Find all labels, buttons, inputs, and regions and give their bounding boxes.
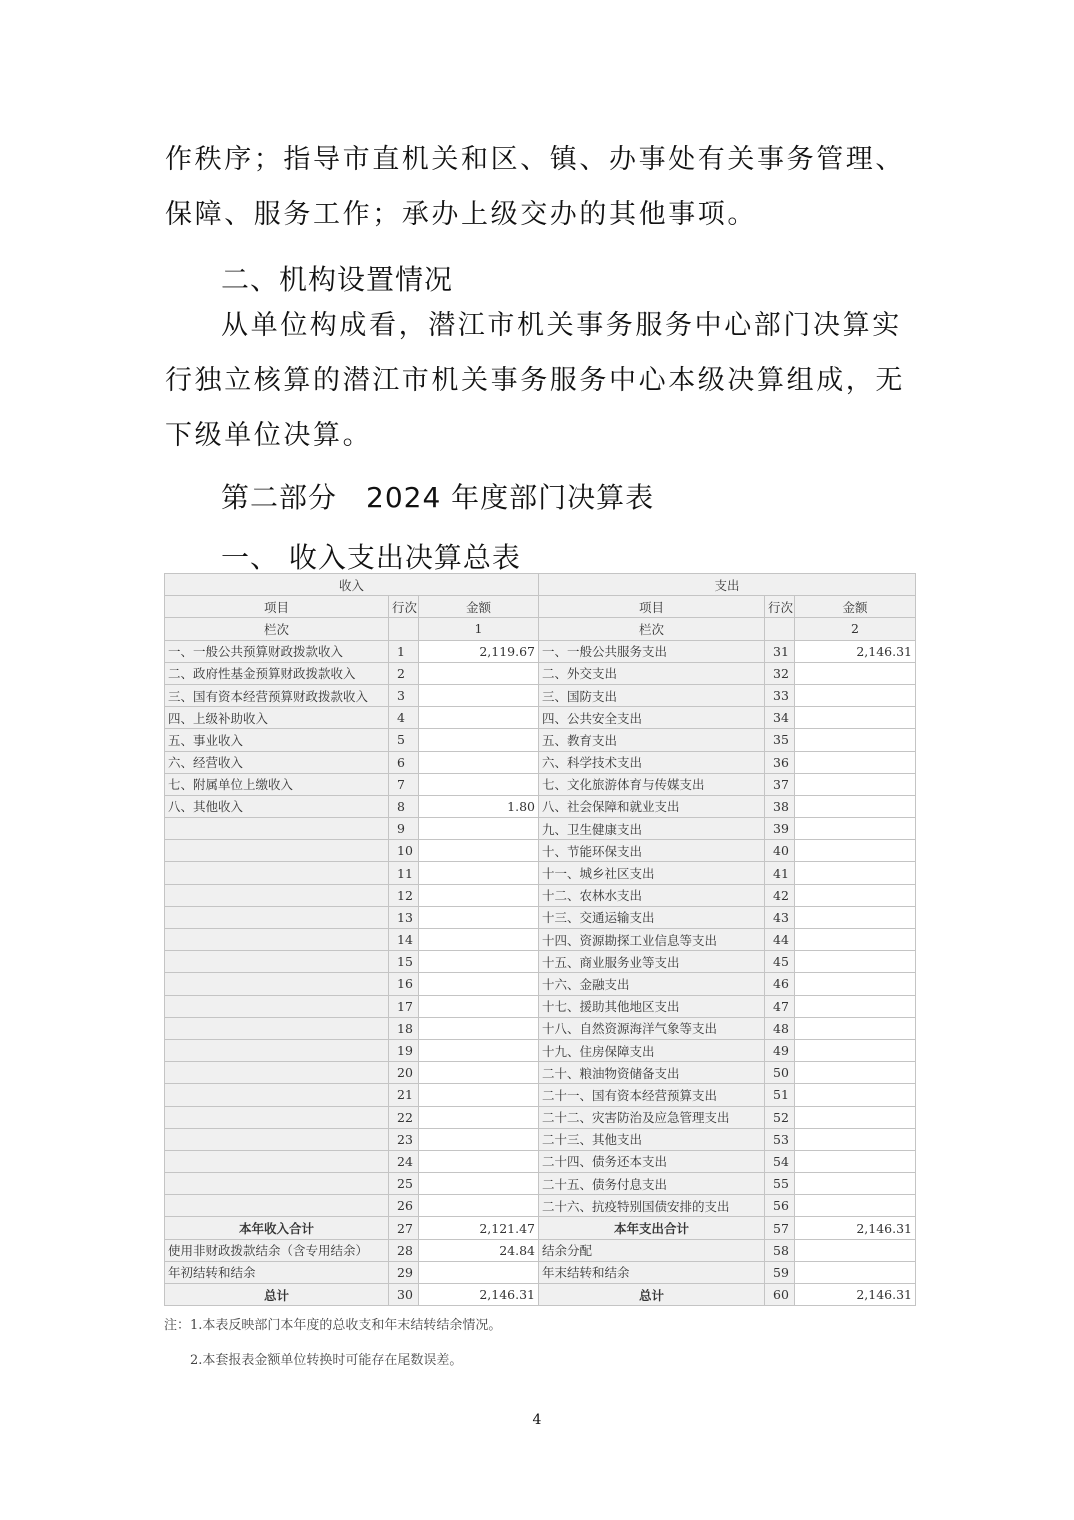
expense-amount-cell	[795, 751, 916, 773]
table-row	[165, 818, 916, 840]
expense-amount-cell	[795, 773, 916, 795]
income-item-cell: 三、国有资本经营预算财政拨款收入	[165, 684, 389, 706]
expense-item-cell: 二十一、国有资本经营预算支出	[539, 1084, 765, 1106]
body-paragraph-1: 作秩序；指导市直机关和区、镇、办事处有关事务管理、保障、服务工作；承办上级交办的其他事项。	[165, 144, 905, 230]
table-title: 一、 收入支出决算总表	[221, 541, 521, 574]
expense-line-cell: 50	[765, 1062, 795, 1084]
income-amount-cell	[419, 884, 539, 906]
col-row-label-expense: 栏次	[539, 618, 765, 640]
income-amount-cell	[419, 729, 539, 751]
income-amount-cell	[419, 1017, 539, 1039]
part-title: 第二部分 2024 年度部门决算表	[221, 481, 655, 514]
expense-item-cell: 十八、自然资源海洋气象等支出	[539, 1017, 765, 1039]
expense-item-cell: 二、外交支出	[539, 662, 765, 684]
expense-line-cell: 51	[765, 1084, 795, 1106]
expense-line-cell: 56	[765, 1195, 795, 1217]
income-line-cell: 16	[389, 973, 419, 995]
expense-amount-cell	[795, 1106, 916, 1128]
table-row	[165, 906, 916, 928]
income-item-cell: 五、事业收入	[165, 729, 389, 751]
income-amount-cell	[419, 1084, 539, 1106]
income-line-cell: 8	[389, 795, 419, 817]
expense-amount-cell	[795, 906, 916, 928]
income-line-cell: 29	[389, 1261, 419, 1283]
income-line-cell: 13	[389, 906, 419, 928]
table-row	[165, 973, 916, 995]
expense-item-cell: 一、一般公共服务支出	[539, 640, 765, 662]
expense-amount-cell	[795, 840, 916, 862]
expense-item-cell: 结余分配	[539, 1239, 765, 1261]
income-item-cell: 总计	[165, 1284, 389, 1306]
table-row	[165, 862, 916, 884]
expense-item-cell: 十九、住房保障支出	[539, 1039, 765, 1061]
table-header-row	[165, 574, 916, 596]
income-line-cell: 19	[389, 1039, 419, 1061]
col-line-expense: 行次	[765, 596, 795, 618]
income-line-cell: 26	[389, 1195, 419, 1217]
table-row	[165, 840, 916, 862]
expense-amount-cell	[795, 662, 916, 684]
table-row	[165, 707, 916, 729]
income-amount-cell	[419, 951, 539, 973]
expense-amount-cell: 2,146.31	[795, 1217, 916, 1239]
income-item-cell	[165, 1195, 389, 1217]
income-item-cell	[165, 929, 389, 951]
income-amount-cell	[419, 840, 539, 862]
income-line-cell: 1	[389, 640, 419, 662]
income-amount-cell	[419, 773, 539, 795]
expense-amount-cell	[795, 1084, 916, 1106]
income-line-cell: 4	[389, 707, 419, 729]
expense-line-cell: 37	[765, 773, 795, 795]
expense-item-cell: 二十三、其他支出	[539, 1128, 765, 1150]
income-line-cell: 18	[389, 1017, 419, 1039]
col-line-income: 行次	[389, 596, 419, 618]
table-row	[165, 1173, 916, 1195]
expense-item-cell: 七、文化旅游体育与传媒支出	[539, 773, 765, 795]
income-item-cell	[165, 818, 389, 840]
col-item-expense: 项目	[539, 596, 765, 618]
expense-item-cell: 二十二、灾害防治及应急管理支出	[539, 1106, 765, 1128]
expense-item-cell: 二十五、债务付息支出	[539, 1173, 765, 1195]
income-item-cell	[165, 862, 389, 884]
income-item-cell	[165, 884, 389, 906]
expense-line-cell: 44	[765, 929, 795, 951]
income-line-cell: 7	[389, 773, 419, 795]
income-item-cell: 年初结转和结余	[165, 1261, 389, 1283]
table-row	[165, 640, 916, 662]
expense-item-cell: 二十四、债务还本支出	[539, 1150, 765, 1172]
expense-amount-cell	[795, 1261, 916, 1283]
expense-line-cell: 40	[765, 840, 795, 862]
income-amount-cell	[419, 818, 539, 840]
income-header: 收入	[165, 574, 539, 596]
income-line-cell: 11	[389, 862, 419, 884]
expense-item-cell: 五、教育支出	[539, 729, 765, 751]
table-row	[165, 951, 916, 973]
income-item-cell	[165, 1039, 389, 1061]
income-amount-cell	[419, 684, 539, 706]
income-item-cell: 七、附属单位上缴收入	[165, 773, 389, 795]
income-line-cell: 15	[389, 951, 419, 973]
expense-item-cell: 八、社会保障和就业支出	[539, 795, 765, 817]
table-row	[165, 995, 916, 1017]
expense-item-cell: 十六、金融支出	[539, 973, 765, 995]
expense-line-cell: 41	[765, 862, 795, 884]
income-item-cell: 四、上级补助收入	[165, 707, 389, 729]
income-line-cell: 5	[389, 729, 419, 751]
expense-item-cell: 本年支出合计	[539, 1217, 765, 1239]
table-row	[165, 1017, 916, 1039]
expense-item-cell: 十三、交通运输支出	[539, 906, 765, 928]
income-amount-cell: 24.84	[419, 1239, 539, 1261]
expense-line-cell: 32	[765, 662, 795, 684]
expense-line-cell: 35	[765, 729, 795, 751]
income-line-cell: 22	[389, 1106, 419, 1128]
expense-line-cell: 46	[765, 973, 795, 995]
table-row	[165, 884, 916, 906]
income-amount-cell: 1.80	[419, 795, 539, 817]
expense-item-cell: 二十、粮油物资储备支出	[539, 1062, 765, 1084]
income-item-cell: 二、政府性基金预算财政拨款收入	[165, 662, 389, 684]
income-amount-cell	[419, 1062, 539, 1084]
section-heading-organization: 二、机构设置情况	[221, 263, 454, 296]
income-item-cell: 使用非财政拨款结余（含专用结余）	[165, 1239, 389, 1261]
expense-line-cell: 52	[765, 1106, 795, 1128]
expense-amount-cell	[795, 951, 916, 973]
income-line-cell: 25	[389, 1173, 419, 1195]
expense-line-cell: 54	[765, 1150, 795, 1172]
expense-amount-cell	[795, 995, 916, 1017]
col-row-label-income: 栏次	[165, 618, 389, 640]
income-expense-table	[164, 573, 916, 1306]
income-line-cell: 21	[389, 1084, 419, 1106]
expense-amount-cell	[795, 884, 916, 906]
expense-line-cell: 31	[765, 640, 795, 662]
table-row	[165, 1084, 916, 1106]
income-line-cell: 14	[389, 929, 419, 951]
expense-amount-cell	[795, 1239, 916, 1261]
table-row	[165, 1261, 916, 1283]
income-item-cell	[165, 973, 389, 995]
expense-item-cell: 十、节能环保支出	[539, 840, 765, 862]
expense-line-cell: 59	[765, 1261, 795, 1283]
body-paragraph-2: 从单位构成看，潜江市机关事务服务中心部门决算实行独立核算的潜江市机关事务服务中心本级决算组成，无下级单位决算。	[165, 310, 905, 451]
income-line-cell: 6	[389, 751, 419, 773]
col-amount-expense: 金额	[795, 596, 916, 618]
expense-line-cell: 36	[765, 751, 795, 773]
expense-line-cell: 33	[765, 684, 795, 706]
page-number: 4	[532, 1412, 542, 1428]
expense-amount-cell	[795, 795, 916, 817]
expense-line-cell: 53	[765, 1128, 795, 1150]
expense-amount-cell	[795, 1173, 916, 1195]
income-amount-cell	[419, 973, 539, 995]
expense-amount-cell	[795, 729, 916, 751]
table-row	[165, 1239, 916, 1261]
income-amount-cell	[419, 707, 539, 729]
col-line-blank-expense	[765, 618, 795, 640]
income-line-cell: 2	[389, 662, 419, 684]
col-num-expense: 2	[795, 618, 916, 640]
income-item-cell: 一、一般公共预算财政拨款收入	[165, 640, 389, 662]
table-row	[165, 662, 916, 684]
income-line-cell: 20	[389, 1062, 419, 1084]
col-amount-income: 金额	[419, 596, 539, 618]
expense-item-cell: 十四、资源勘探工业信息等支出	[539, 929, 765, 951]
income-item-cell	[165, 1017, 389, 1039]
expense-item-cell: 总计	[539, 1284, 765, 1306]
income-item-cell	[165, 1062, 389, 1084]
expense-line-cell: 48	[765, 1017, 795, 1039]
table-row	[165, 1195, 916, 1217]
income-amount-cell	[419, 751, 539, 773]
table-total-row	[165, 1284, 916, 1306]
col-item-income: 项目	[165, 596, 389, 618]
expense-item-cell: 十七、援助其他地区支出	[539, 995, 765, 1017]
expense-line-cell: 55	[765, 1173, 795, 1195]
expense-line-cell: 42	[765, 884, 795, 906]
income-amount-cell: 2,119.67	[419, 640, 539, 662]
expense-amount-cell	[795, 929, 916, 951]
table-row	[165, 1062, 916, 1084]
expense-amount-cell: 2,146.31	[795, 640, 916, 662]
income-amount-cell	[419, 662, 539, 684]
income-line-cell: 27	[389, 1217, 419, 1239]
table-colnum-row	[165, 618, 916, 640]
income-item-cell	[165, 1150, 389, 1172]
income-amount-cell	[419, 1150, 539, 1172]
income-item-cell	[165, 840, 389, 862]
col-line-blank-income	[389, 618, 419, 640]
table-row	[165, 1039, 916, 1061]
table-row	[165, 729, 916, 751]
expense-amount-cell	[795, 1039, 916, 1061]
expense-item-cell: 四、公共安全支出	[539, 707, 765, 729]
table-row	[165, 1150, 916, 1172]
table-total-row	[165, 1217, 916, 1239]
expense-item-cell: 十二、农林水支出	[539, 884, 765, 906]
expense-amount-cell	[795, 1017, 916, 1039]
expense-line-cell: 45	[765, 951, 795, 973]
income-amount-cell: 2,121.47	[419, 1217, 539, 1239]
expense-amount-cell	[795, 684, 916, 706]
expense-item-cell: 十五、商业服务业等支出	[539, 951, 765, 973]
table-row	[165, 684, 916, 706]
expense-item-cell: 六、科学技术支出	[539, 751, 765, 773]
expense-amount-cell	[795, 1128, 916, 1150]
expense-line-cell: 58	[765, 1239, 795, 1261]
income-line-cell: 24	[389, 1150, 419, 1172]
income-item-cell: 本年收入合计	[165, 1217, 389, 1239]
table-row	[165, 929, 916, 951]
income-line-cell: 30	[389, 1284, 419, 1306]
income-line-cell: 10	[389, 840, 419, 862]
income-line-cell: 3	[389, 684, 419, 706]
income-item-cell	[165, 1128, 389, 1150]
table-row	[165, 751, 916, 773]
income-amount-cell	[419, 1039, 539, 1061]
expense-line-cell: 60	[765, 1284, 795, 1306]
income-amount-cell	[419, 862, 539, 884]
table-column-row	[165, 596, 916, 618]
expense-amount-cell	[795, 1150, 916, 1172]
expense-line-cell: 47	[765, 995, 795, 1017]
income-line-cell: 28	[389, 1239, 419, 1261]
income-amount-cell	[419, 1173, 539, 1195]
income-item-cell: 八、其他收入	[165, 795, 389, 817]
expense-amount-cell	[795, 1195, 916, 1217]
table-note-1: 注：1.本表反映部门本年度的总收支和年末结转结余情况。	[164, 1318, 502, 1333]
expense-amount-cell	[795, 818, 916, 840]
expense-item-cell: 二十六、抗疫特别国债安排的支出	[539, 1195, 765, 1217]
expense-amount-cell	[795, 862, 916, 884]
expense-amount-cell	[795, 1062, 916, 1084]
table-row	[165, 1106, 916, 1128]
income-item-cell: 六、经营收入	[165, 751, 389, 773]
expense-line-cell: 49	[765, 1039, 795, 1061]
income-amount-cell	[419, 995, 539, 1017]
income-line-cell: 12	[389, 884, 419, 906]
income-item-cell	[165, 906, 389, 928]
expense-amount-cell: 2,146.31	[795, 1284, 916, 1306]
income-item-cell	[165, 1084, 389, 1106]
income-amount-cell	[419, 929, 539, 951]
table-row	[165, 773, 916, 795]
income-item-cell	[165, 951, 389, 973]
expense-line-cell: 38	[765, 795, 795, 817]
table-note-2: 2.本套报表金额单位转换时可能存在尾数误差。	[190, 1353, 463, 1368]
income-amount-cell	[419, 1261, 539, 1283]
expense-line-cell: 57	[765, 1217, 795, 1239]
table-row	[165, 795, 916, 817]
col-num-income: 1	[419, 618, 539, 640]
expense-header: 支出	[539, 574, 916, 596]
expense-item-cell: 年末结转和结余	[539, 1261, 765, 1283]
income-item-cell	[165, 995, 389, 1017]
income-amount-cell	[419, 1106, 539, 1128]
income-item-cell	[165, 1106, 389, 1128]
table-row	[165, 1128, 916, 1150]
expense-line-cell: 39	[765, 818, 795, 840]
expense-line-cell: 43	[765, 906, 795, 928]
expense-amount-cell	[795, 707, 916, 729]
expense-item-cell: 十一、城乡社区支出	[539, 862, 765, 884]
expense-line-cell: 34	[765, 707, 795, 729]
expense-item-cell: 三、国防支出	[539, 684, 765, 706]
income-line-cell: 23	[389, 1128, 419, 1150]
income-item-cell	[165, 1173, 389, 1195]
income-amount-cell	[419, 1128, 539, 1150]
income-amount-cell: 2,146.31	[419, 1284, 539, 1306]
income-amount-cell	[419, 906, 539, 928]
income-line-cell: 9	[389, 818, 419, 840]
income-line-cell: 17	[389, 995, 419, 1017]
income-amount-cell	[419, 1195, 539, 1217]
expense-item-cell: 九、卫生健康支出	[539, 818, 765, 840]
table-body	[165, 574, 916, 1306]
expense-amount-cell	[795, 973, 916, 995]
